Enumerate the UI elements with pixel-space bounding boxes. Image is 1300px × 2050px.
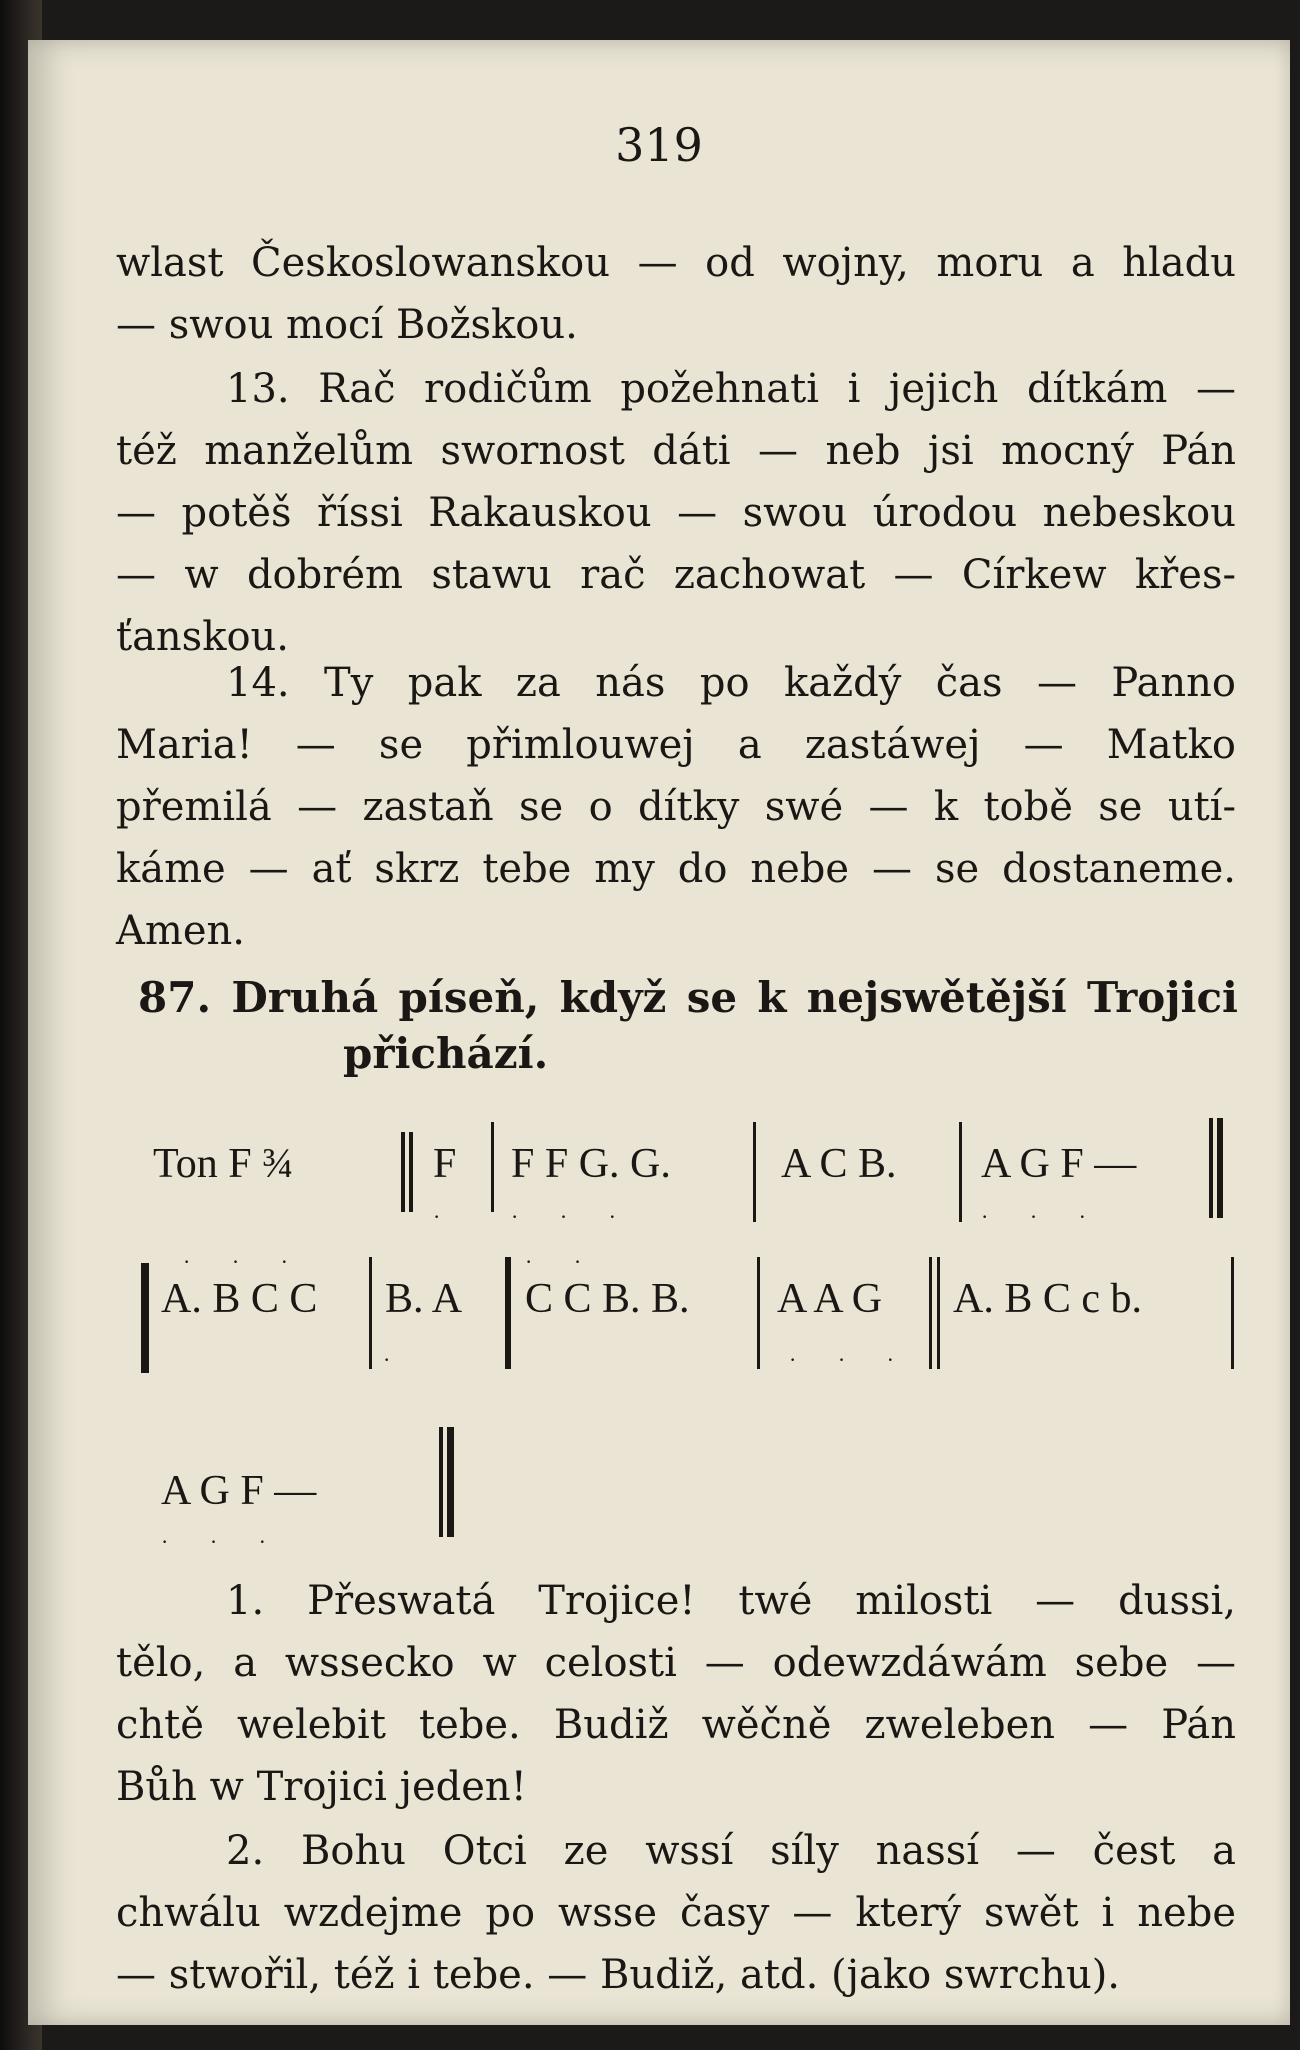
text-line: káme — ať skrz tebe my do nebe — se dostaneme. bbox=[116, 846, 1236, 892]
book-page bbox=[28, 40, 1290, 2025]
text-line: chwálu wzdejme po wsse časy — který swět i nebe bbox=[116, 1890, 1236, 1936]
melody-row-3 bbox=[153, 1445, 553, 1555]
barline bbox=[1231, 1257, 1234, 1369]
text-line: též manželům swornost dáti — neb jsi mocný Pán bbox=[116, 428, 1236, 474]
barline bbox=[757, 1257, 760, 1369]
melody-row-2 bbox=[153, 1249, 1273, 1385]
note-dots: · · · bbox=[511, 1204, 634, 1229]
text-line: 13. Rač rodičům požehnati i jejich dítkám — bbox=[226, 366, 1236, 412]
barline bbox=[959, 1122, 962, 1222]
verse-14 bbox=[116, 652, 1236, 962]
note-dots: · · bbox=[525, 1249, 600, 1274]
text-line: 1. Přeswatá Trojice! twé milosti — dussi, bbox=[226, 1578, 1236, 1624]
melody-measure: A G F — bbox=[981, 1141, 1137, 1187]
text-line: ťanskou. bbox=[116, 614, 290, 660]
melody-measure: A A G bbox=[777, 1276, 883, 1322]
final-barline bbox=[439, 1427, 443, 1537]
text-line: 2. Bohu Otci ze wssí síly nassí — čest a bbox=[226, 1828, 1236, 1874]
note-dots: · bbox=[383, 1347, 409, 1372]
text-line: — potěš říssi Rakauskou — swou úrodou nebeskou bbox=[116, 490, 1236, 536]
barline bbox=[937, 1257, 940, 1369]
text-line: tělo, a wssecko w celosti — odewzdáwám sebe — bbox=[116, 1640, 1236, 1686]
final-barline bbox=[1217, 1118, 1223, 1218]
melody-row-1 bbox=[153, 1140, 1273, 1250]
verse-13 bbox=[116, 358, 1236, 668]
page-number: 319 bbox=[615, 118, 703, 172]
text-line: Maria! — se přimlouwej a zastáwej — Matko bbox=[116, 722, 1236, 768]
verse-2 bbox=[116, 1820, 1236, 2006]
barline bbox=[369, 1257, 372, 1369]
heading-line: přichází. bbox=[343, 1029, 549, 1078]
text-line: přemilá — zastaň se o dítky swé — k tobě se utí- bbox=[116, 784, 1236, 830]
text-line: — swou mocí Božskou. bbox=[116, 302, 578, 348]
text-line: 14. Ty pak za nás po každý čas — Panno bbox=[226, 660, 1236, 706]
note-dots: · bbox=[433, 1204, 459, 1229]
top-paragraph bbox=[116, 232, 1236, 356]
verse-1 bbox=[116, 1570, 1236, 1818]
heading-line: 87. Druhá píseň, když se k nejswětější Trojici bbox=[138, 973, 1238, 1022]
barline bbox=[491, 1122, 494, 1212]
barline bbox=[505, 1257, 511, 1369]
melody-measure: F bbox=[433, 1141, 457, 1187]
final-barline bbox=[447, 1427, 454, 1537]
barline bbox=[753, 1122, 756, 1222]
note-dots: · · · bbox=[183, 1249, 306, 1274]
note-dots: · · · bbox=[161, 1529, 284, 1554]
melody-measure: A G F — bbox=[161, 1468, 317, 1514]
text-line: wlast Českoslowanskou — od wojny, moru a hladu bbox=[116, 240, 1236, 286]
melody-measure: A. B C c b. bbox=[953, 1276, 1142, 1322]
barline bbox=[401, 1132, 405, 1212]
melody-measure: C C B. B. bbox=[525, 1276, 690, 1322]
barline bbox=[141, 1263, 149, 1373]
melody-measure: B. A bbox=[385, 1276, 463, 1322]
text-line: chtě welebit tebe. Budiž wěčně zweleben — Pán bbox=[116, 1702, 1236, 1748]
text-line: Bůh w Trojici jeden! bbox=[116, 1764, 527, 1810]
text-line: Amen. bbox=[116, 908, 245, 954]
note-dots: · · · bbox=[789, 1347, 912, 1372]
melody-measure: A C B. bbox=[781, 1141, 897, 1187]
melody-measure: A. B C C bbox=[161, 1276, 318, 1322]
text-line: — stwořil, též i tebe. — Budiž, atd. (jako swrchu). bbox=[116, 1952, 1121, 1998]
melody-measure: F F G. G. bbox=[511, 1141, 671, 1187]
tone-key: Ton F ¾ bbox=[153, 1141, 294, 1187]
barline bbox=[929, 1257, 932, 1369]
song-heading bbox=[138, 970, 1238, 1082]
note-dots: · · · bbox=[981, 1204, 1104, 1229]
text-line: — w dobrém stawu rač zachowat — Církew křes- bbox=[116, 552, 1236, 598]
final-barline bbox=[1209, 1118, 1213, 1218]
barline bbox=[409, 1132, 413, 1212]
